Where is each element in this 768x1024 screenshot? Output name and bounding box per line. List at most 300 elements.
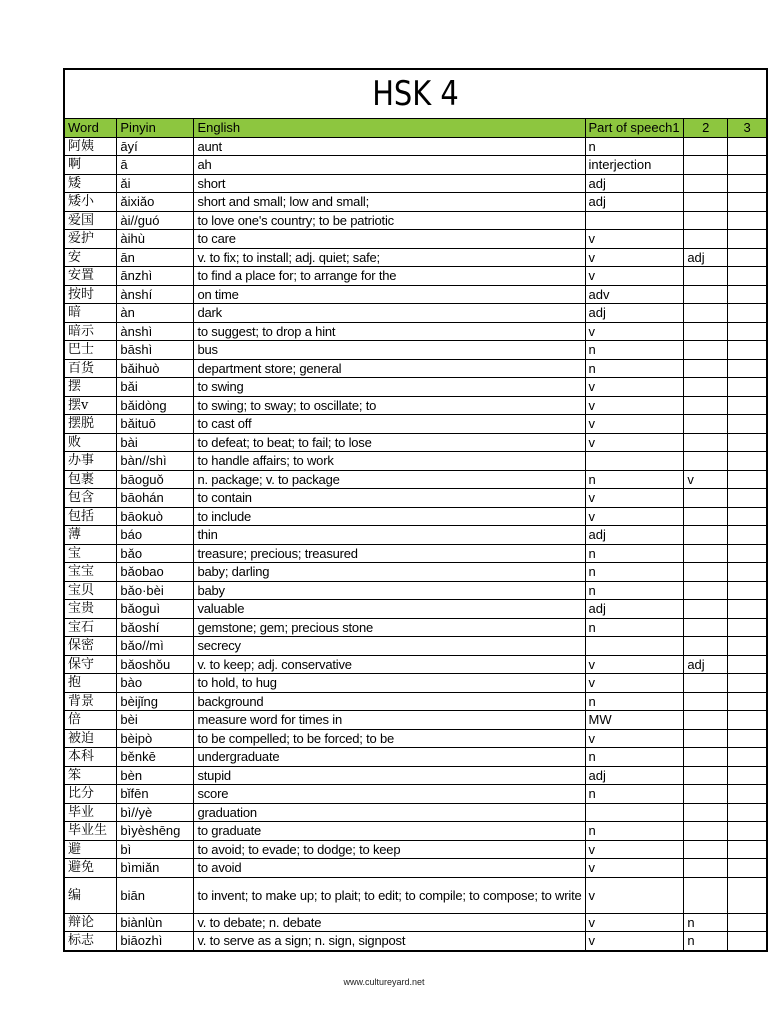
column-header-pos1: Part of speech1 — [585, 119, 684, 138]
english-cell: to swing; to sway; to oscillate; to — [194, 396, 585, 415]
table-row — [64, 378, 767, 397]
english-cell: gemstone; gem; precious stone — [194, 618, 585, 637]
pos2-cell — [684, 803, 728, 822]
english-cell: to contain — [194, 489, 585, 508]
pos2-cell — [684, 618, 728, 637]
word-cell: 摆v — [64, 396, 117, 415]
pinyin-cell: bǎo — [117, 544, 194, 563]
pinyin-cell: bèn — [117, 766, 194, 785]
pos3-cell — [728, 637, 767, 656]
table-row — [64, 748, 767, 767]
pos2-cell — [684, 637, 728, 656]
word-cell: 摆脱 — [64, 415, 117, 434]
table-row — [64, 433, 767, 452]
pinyin-cell: bǎoshí — [117, 618, 194, 637]
word-cell: 倍 — [64, 711, 117, 730]
pos3-cell — [728, 378, 767, 397]
table-row — [64, 618, 767, 637]
pinyin-cell: āyí — [117, 137, 194, 156]
pos3-cell — [728, 322, 767, 341]
english-cell: to be compelled; to be forced; to be — [194, 729, 585, 748]
pinyin-cell: biànlùn — [117, 913, 194, 932]
pos2-cell — [684, 544, 728, 563]
pos2-cell — [684, 785, 728, 804]
pinyin-cell: bǎoshǒu — [117, 655, 194, 674]
pinyin-cell: bāshì — [117, 341, 194, 360]
pinyin-cell: bǎo·bèi — [117, 581, 194, 600]
pos1-cell: v — [585, 433, 684, 452]
pos3-cell — [728, 304, 767, 323]
pos3-cell — [728, 711, 767, 730]
english-cell: to cast off — [194, 415, 585, 434]
english-cell: measure word for times in — [194, 711, 585, 730]
pos2-cell — [684, 526, 728, 545]
table-row — [64, 544, 767, 563]
pos2-cell — [684, 137, 728, 156]
pinyin-cell: ànshí — [117, 285, 194, 304]
word-cell: 败 — [64, 433, 117, 452]
pos2-cell — [684, 711, 728, 730]
word-cell: 宝 — [64, 544, 117, 563]
english-cell: bus — [194, 341, 585, 360]
english-cell: v. to fix; to install; adj. quiet; safe; — [194, 248, 585, 267]
pos1-cell: v — [585, 248, 684, 267]
pos3-cell — [728, 785, 767, 804]
pinyin-cell: ānzhì — [117, 267, 194, 286]
pinyin-cell: bǎi — [117, 378, 194, 397]
table-row — [64, 563, 767, 582]
pos2-cell — [684, 341, 728, 360]
english-cell: n. package; v. to package — [194, 470, 585, 489]
table-row — [64, 932, 767, 951]
word-cell: 毕业 — [64, 803, 117, 822]
pos1-cell — [585, 803, 684, 822]
english-cell: valuable — [194, 600, 585, 619]
pos3-cell — [728, 803, 767, 822]
english-cell: to avoid; to evade; to dodge; to keep — [194, 840, 585, 859]
english-cell: treasure; precious; treasured — [194, 544, 585, 563]
word-cell: 被迫 — [64, 729, 117, 748]
pos2-cell — [684, 674, 728, 693]
pos1-cell: v — [585, 729, 684, 748]
pos1-cell: adj — [585, 600, 684, 619]
pos3-cell — [728, 822, 767, 841]
table-row — [64, 304, 767, 323]
pos2-cell — [684, 433, 728, 452]
pos2-cell — [684, 230, 728, 249]
word-cell: 安置 — [64, 267, 117, 286]
word-cell: 笨 — [64, 766, 117, 785]
pos1-cell: v — [585, 396, 684, 415]
word-cell: 薄 — [64, 526, 117, 545]
table-row — [64, 859, 767, 878]
pos2-cell — [684, 729, 728, 748]
pos2-cell — [684, 452, 728, 471]
pos1-cell: n — [585, 748, 684, 767]
pos3-cell — [728, 748, 767, 767]
table-row — [64, 655, 767, 674]
table-row — [64, 230, 767, 249]
pos2-cell — [684, 748, 728, 767]
english-cell: to handle affairs; to work — [194, 452, 585, 471]
pos3-cell — [728, 563, 767, 582]
table-row — [64, 674, 767, 693]
table-row — [64, 600, 767, 619]
table-row — [64, 526, 767, 545]
pos3-cell — [728, 174, 767, 193]
word-cell: 比分 — [64, 785, 117, 804]
english-cell: ah — [194, 156, 585, 175]
pos1-cell: adj — [585, 766, 684, 785]
pos1-cell: v — [585, 378, 684, 397]
english-cell: v. to debate; n. debate — [194, 913, 585, 932]
pos1-cell: v — [585, 877, 684, 913]
pos2-cell — [684, 415, 728, 434]
english-cell: to find a place for; to arrange for the — [194, 267, 585, 286]
pinyin-cell: bāoguǒ — [117, 470, 194, 489]
word-cell: 安 — [64, 248, 117, 267]
table-row — [64, 452, 767, 471]
pinyin-cell: bèipò — [117, 729, 194, 748]
table-row — [64, 711, 767, 730]
word-cell: 包括 — [64, 507, 117, 526]
english-cell: to swing — [194, 378, 585, 397]
pinyin-cell: biāozhì — [117, 932, 194, 951]
word-cell: 毕业生 — [64, 822, 117, 841]
page-title: HSK 4 — [117, 69, 715, 119]
pos1-cell: v — [585, 655, 684, 674]
pinyin-cell: báo — [117, 526, 194, 545]
pinyin-cell: bǎihuò — [117, 359, 194, 378]
pos1-cell: v — [585, 415, 684, 434]
pos2-cell — [684, 156, 728, 175]
pos1-cell — [585, 211, 684, 230]
pos3-cell — [728, 507, 767, 526]
word-cell: 包裹 — [64, 470, 117, 489]
table-row — [64, 322, 767, 341]
pinyin-cell: ànshì — [117, 322, 194, 341]
pos3-cell — [728, 859, 767, 878]
pos1-cell: v — [585, 322, 684, 341]
word-cell: 标志 — [64, 932, 117, 951]
pinyin-cell: bǎoguì — [117, 600, 194, 619]
word-cell: 暗示 — [64, 322, 117, 341]
word-cell: 抱 — [64, 674, 117, 693]
pos1-cell: n — [585, 618, 684, 637]
pos1-cell: n — [585, 581, 684, 600]
pos3-cell — [728, 285, 767, 304]
word-cell: 爱护 — [64, 230, 117, 249]
pos1-cell: n — [585, 341, 684, 360]
word-cell: 爱国 — [64, 211, 117, 230]
pinyin-cell: bài — [117, 433, 194, 452]
english-cell: to invent; to make up; to plait; to edit; to compile; to compose; to write — [194, 877, 585, 913]
pos1-cell — [585, 452, 684, 471]
pos3-cell — [728, 581, 767, 600]
pos1-cell: n — [585, 692, 684, 711]
table-row — [64, 137, 767, 156]
word-cell: 矮 — [64, 174, 117, 193]
table-row — [64, 803, 767, 822]
word-cell: 摆 — [64, 378, 117, 397]
pinyin-cell: bèijǐng — [117, 692, 194, 711]
pinyin-cell: bìyèshēng — [117, 822, 194, 841]
word-cell: 办事 — [64, 452, 117, 471]
word-cell: 按时 — [64, 285, 117, 304]
pos3-cell — [728, 267, 767, 286]
pos1-cell: v — [585, 913, 684, 932]
english-cell: short — [194, 174, 585, 193]
pos3-cell — [728, 840, 767, 859]
pos3-cell — [728, 230, 767, 249]
table-row — [64, 489, 767, 508]
pos1-cell — [585, 637, 684, 656]
vocabulary-table — [63, 68, 768, 952]
pinyin-cell: ǎi — [117, 174, 194, 193]
table-row — [64, 396, 767, 415]
word-cell: 保守 — [64, 655, 117, 674]
word-cell: 宝贵 — [64, 600, 117, 619]
word-cell: 背景 — [64, 692, 117, 711]
english-cell: dark — [194, 304, 585, 323]
pos2-cell — [684, 507, 728, 526]
pos3-cell — [728, 618, 767, 637]
pos2-cell: v — [684, 470, 728, 489]
pos3-cell — [728, 193, 767, 212]
english-cell: baby; darling — [194, 563, 585, 582]
pos2-cell — [684, 378, 728, 397]
english-cell: to suggest; to drop a hint — [194, 322, 585, 341]
word-cell: 避免 — [64, 859, 117, 878]
pinyin-cell: bèi — [117, 711, 194, 730]
english-cell: on time — [194, 285, 585, 304]
table-row — [64, 637, 767, 656]
pinyin-cell: bào — [117, 674, 194, 693]
pos2-cell: adj — [684, 248, 728, 267]
pos3-cell — [728, 729, 767, 748]
pos1-cell: v — [585, 932, 684, 951]
english-cell: department store; general — [194, 359, 585, 378]
pos2-cell — [684, 267, 728, 286]
pinyin-cell: biān — [117, 877, 194, 913]
english-cell: stupid — [194, 766, 585, 785]
pinyin-cell: bì//yè — [117, 803, 194, 822]
english-cell: to include — [194, 507, 585, 526]
english-cell: background — [194, 692, 585, 711]
word-cell: 巴士 — [64, 341, 117, 360]
english-cell: baby — [194, 581, 585, 600]
pinyin-cell: ān — [117, 248, 194, 267]
pos2-cell: adj — [684, 655, 728, 674]
pos1-cell: adj — [585, 174, 684, 193]
pos3-cell — [728, 655, 767, 674]
english-cell: to hold, to hug — [194, 674, 585, 693]
table-row — [64, 581, 767, 600]
pos2-cell — [684, 489, 728, 508]
word-cell: 百货 — [64, 359, 117, 378]
pos3-cell — [728, 452, 767, 471]
column-header-pinyin: Pinyin — [117, 119, 194, 138]
pos3-cell — [728, 415, 767, 434]
pos3-cell — [728, 489, 767, 508]
pinyin-cell: bǎo//mì — [117, 637, 194, 656]
pos1-cell: v — [585, 230, 684, 249]
pos3-cell — [728, 674, 767, 693]
pos2-cell — [684, 859, 728, 878]
table-row — [64, 211, 767, 230]
pos3-cell — [728, 433, 767, 452]
pos1-cell: adj — [585, 304, 684, 323]
pos3-cell — [728, 341, 767, 360]
pos2-cell — [684, 359, 728, 378]
pos1-cell: interjection — [585, 156, 684, 175]
pinyin-cell: běnkē — [117, 748, 194, 767]
table-row — [64, 174, 767, 193]
pos3-cell — [728, 396, 767, 415]
pinyin-cell: bǎituō — [117, 415, 194, 434]
pos3-cell — [728, 877, 767, 913]
pos1-cell: n — [585, 785, 684, 804]
word-cell: 宝宝 — [64, 563, 117, 582]
pos1-cell: adj — [585, 193, 684, 212]
table-row — [64, 729, 767, 748]
word-cell: 辩论 — [64, 913, 117, 932]
english-cell: aunt — [194, 137, 585, 156]
table-row — [64, 692, 767, 711]
pos2-cell — [684, 877, 728, 913]
word-cell: 啊 — [64, 156, 117, 175]
pos3-cell — [728, 932, 767, 951]
pinyin-cell: bìmiǎn — [117, 859, 194, 878]
pinyin-cell: bàn//shì — [117, 452, 194, 471]
pos3-cell — [728, 137, 767, 156]
pos2-cell — [684, 581, 728, 600]
pinyin-cell: bāohán — [117, 489, 194, 508]
english-cell: to graduate — [194, 822, 585, 841]
english-cell: to avoid — [194, 859, 585, 878]
column-header-pos2: 2 — [684, 119, 728, 138]
english-cell: to love one's country; to be patriotic — [194, 211, 585, 230]
table-row — [64, 193, 767, 212]
table-row — [64, 822, 767, 841]
english-cell: undergraduate — [194, 748, 585, 767]
pos1-cell: n — [585, 359, 684, 378]
pinyin-cell: ài//guó — [117, 211, 194, 230]
table-row — [64, 877, 767, 913]
english-cell: to care — [194, 230, 585, 249]
word-cell: 宝石 — [64, 618, 117, 637]
table-row — [64, 766, 767, 785]
pinyin-cell: bǎidòng — [117, 396, 194, 415]
pos1-cell: v — [585, 674, 684, 693]
table-row — [64, 341, 767, 360]
pos2-cell — [684, 174, 728, 193]
pos3-cell — [728, 526, 767, 545]
pos2-cell — [684, 193, 728, 212]
table-row — [64, 415, 767, 434]
table-row — [64, 248, 767, 267]
pinyin-cell: ǎixiǎo — [117, 193, 194, 212]
column-header-english: English — [194, 119, 585, 138]
word-cell: 保密 — [64, 637, 117, 656]
pinyin-cell: ā — [117, 156, 194, 175]
word-cell: 避 — [64, 840, 117, 859]
table-row — [64, 359, 767, 378]
pos1-cell: n — [585, 544, 684, 563]
pos3-cell — [728, 692, 767, 711]
word-cell: 宝贝 — [64, 581, 117, 600]
pos2-cell — [684, 285, 728, 304]
table-row — [64, 267, 767, 286]
pos2-cell — [684, 840, 728, 859]
pos1-cell: n — [585, 470, 684, 489]
pos1-cell: adj — [585, 526, 684, 545]
word-cell: 矮小 — [64, 193, 117, 212]
table-row — [64, 840, 767, 859]
pos3-cell — [728, 359, 767, 378]
pos2-cell — [684, 304, 728, 323]
pos2-cell — [684, 822, 728, 841]
word-cell: 包含 — [64, 489, 117, 508]
pos1-cell: v — [585, 489, 684, 508]
word-cell: 本科 — [64, 748, 117, 767]
table-row — [64, 285, 767, 304]
pos1-cell: n — [585, 822, 684, 841]
english-cell: v. to serve as a sign; n. sign, signpost — [194, 932, 585, 951]
pos3-cell — [728, 544, 767, 563]
pos3-cell — [728, 156, 767, 175]
column-header-word: Word — [64, 119, 117, 138]
table-row — [64, 785, 767, 804]
pos3-cell — [728, 211, 767, 230]
column-header-pos3: 3 — [728, 119, 767, 138]
pos1-cell: v — [585, 840, 684, 859]
word-cell: 编 — [64, 877, 117, 913]
word-cell: 暗 — [64, 304, 117, 323]
english-cell: score — [194, 785, 585, 804]
pos2-cell — [684, 396, 728, 415]
pos3-cell — [728, 600, 767, 619]
pos1-cell: adv — [585, 285, 684, 304]
table-row — [64, 156, 767, 175]
pos2-cell: n — [684, 932, 728, 951]
pos2-cell — [684, 766, 728, 785]
pos3-cell — [728, 248, 767, 267]
pos1-cell: n — [585, 137, 684, 156]
pos2-cell: n — [684, 913, 728, 932]
pos2-cell — [684, 692, 728, 711]
table-row — [64, 913, 767, 932]
pos3-cell — [728, 913, 767, 932]
pos3-cell — [728, 470, 767, 489]
word-cell: 阿姨 — [64, 137, 117, 156]
pinyin-cell: bì — [117, 840, 194, 859]
table-row — [64, 470, 767, 489]
pos1-cell: v — [585, 267, 684, 286]
pos2-cell — [684, 322, 728, 341]
english-cell: v. to keep; adj. conservative — [194, 655, 585, 674]
pos1-cell: MW — [585, 711, 684, 730]
table-row — [64, 507, 767, 526]
english-cell: to defeat; to beat; to fail; to lose — [194, 433, 585, 452]
header-row — [64, 119, 767, 138]
pinyin-cell: àn — [117, 304, 194, 323]
english-cell: short and small; low and small; — [194, 193, 585, 212]
english-cell: secrecy — [194, 637, 585, 656]
pos2-cell — [684, 211, 728, 230]
pos3-cell — [728, 766, 767, 785]
pos2-cell — [684, 600, 728, 619]
